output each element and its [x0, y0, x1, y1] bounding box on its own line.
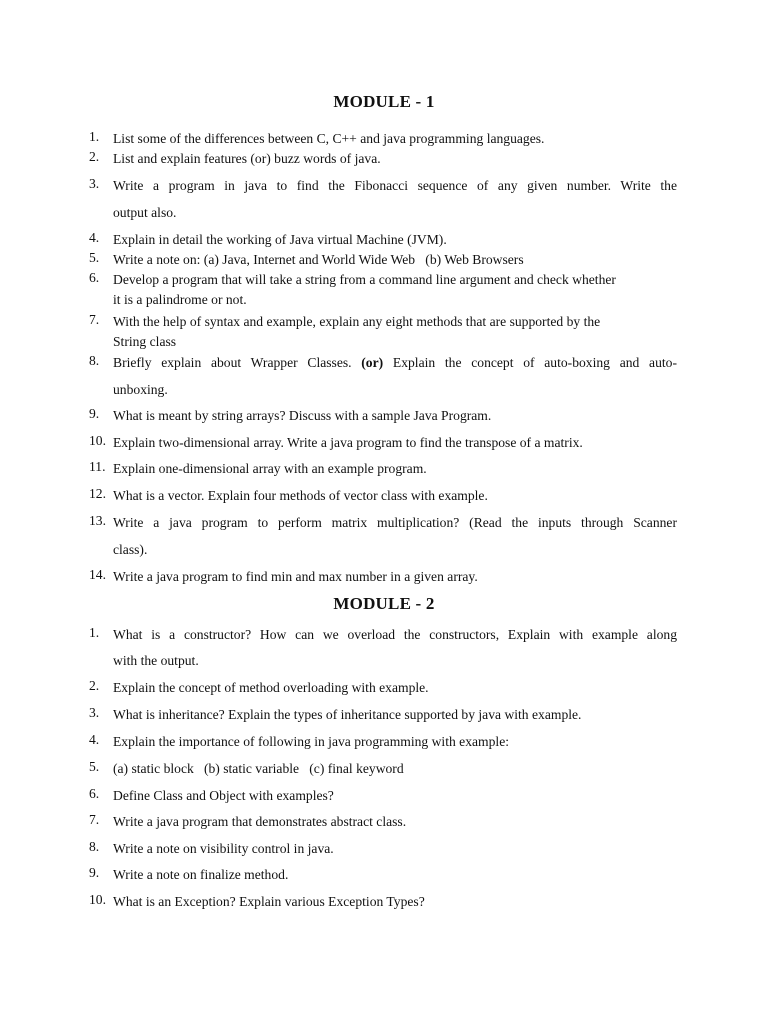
item-number: 6.: [89, 786, 100, 801]
item-number: 6.: [89, 270, 100, 285]
item-text: Write a note on finalize method.: [113, 867, 289, 882]
module-1-heading: MODULE - 1: [333, 92, 435, 111]
item-number: 4.: [89, 230, 100, 245]
item-number: 1.: [89, 625, 100, 640]
item-text: Write a java program that demonstrates abstract class.: [113, 814, 407, 829]
item-text: Define Class and Object with examples?: [113, 788, 334, 803]
item-number: 9.: [89, 406, 100, 421]
item-number: 11.: [89, 459, 106, 474]
item-text: [113, 353, 677, 373]
item-text: it is a palindrome or not.: [113, 292, 247, 307]
item-number: 12.: [89, 486, 106, 501]
item-number: 10.: [89, 433, 106, 448]
item-text-part: Explain the concept of auto-boxing and auto-: [383, 355, 677, 370]
item-text: Explain two-dimensional array. Write a java program to find the transpose of a matrix.: [113, 435, 583, 450]
item-number: 9.: [89, 865, 100, 880]
item-text: with the output.: [113, 653, 199, 668]
item-text: class).: [113, 542, 148, 557]
or-emphasis: (or): [361, 355, 384, 370]
item-text: What is a vector. Explain four methods of vector class with example.: [113, 488, 488, 503]
item-number: 5.: [89, 759, 100, 774]
item-text: unboxing.: [113, 382, 168, 397]
item-text: Write a java program to perform matrix multiplication? (Read the inputs through Scanner: [113, 515, 677, 530]
item-number: 1.: [89, 129, 100, 144]
item-number: 3.: [89, 176, 100, 191]
item-number: 7.: [89, 312, 100, 327]
item-text: Explain the concept of method overloading with example.: [113, 680, 429, 695]
item-number: 2.: [89, 678, 100, 693]
item-number: 4.: [89, 732, 100, 747]
module-2-heading: MODULE - 2: [333, 594, 435, 613]
item-text: What is an Exception? Explain various Exception Types?: [113, 894, 425, 909]
item-text: String class: [113, 334, 177, 349]
item-text-part: Briefly explain about Wrapper Classes.: [113, 355, 362, 370]
item-number: 5.: [89, 250, 100, 265]
item-number: 8.: [89, 839, 100, 854]
item-text: With the help of syntax and example, explain any eight methods that are supported by the: [113, 314, 601, 329]
item-text: List and explain features (or) buzz words of java.: [113, 151, 381, 166]
item-text: Write a java program to find min and max number in a given array.: [113, 569, 478, 584]
item-number: 8.: [89, 353, 100, 368]
item-number: 13.: [89, 513, 106, 528]
item-text: Write a program in java to find the Fibonacci sequence of any given number. Write the: [113, 178, 677, 193]
item-text: Explain the importance of following in java programming with example:: [113, 734, 510, 749]
item-text: (a) static block (b) static variable (c) final keyword: [113, 761, 404, 776]
item-text: output also.: [113, 205, 177, 220]
item-text: Write a note on visibility control in java.: [113, 841, 334, 856]
item-text: Explain one-dimensional array with an example program.: [113, 461, 427, 476]
item-text: List some of the differences between C, C++ and java programming languages.: [113, 131, 545, 146]
item-number: 3.: [89, 705, 100, 720]
item-text: What is meant by string arrays? Discuss with a sample Java Program.: [113, 408, 492, 423]
item-number: 7.: [89, 812, 100, 827]
item-number: 10.: [89, 892, 106, 907]
item-number: 2.: [89, 149, 100, 164]
item-text: Explain in detail the working of Java virtual Machine (JVM).: [113, 232, 447, 247]
item-text: Develop a program that will take a string from a command line argument and check whether: [113, 272, 616, 287]
item-number: 14.: [89, 567, 106, 582]
item-text: Write a note on: (a) Java, Internet and World Wide Web (b) Web Browsers: [113, 252, 524, 267]
item-text: What is a constructor? How can we overload the constructors, Explain with example along: [113, 627, 677, 642]
item-text: What is inheritance? Explain the types of inheritance supported by java with example.: [113, 707, 582, 722]
